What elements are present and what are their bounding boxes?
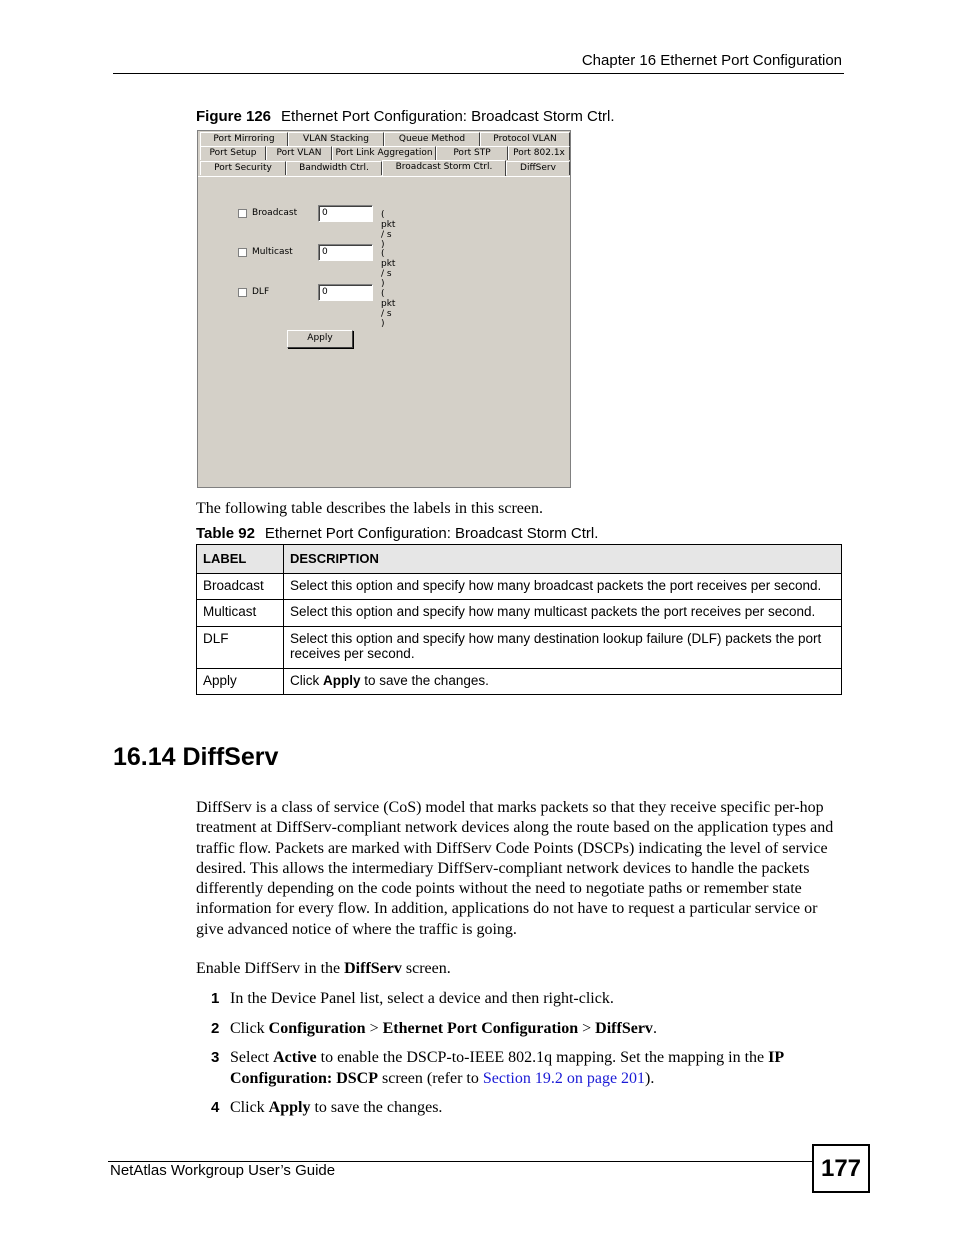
- step-text: Click Configuration > Ethernet Port Configuration > DiffServ.: [230, 1020, 657, 1037]
- multicast-rate-input[interactable]: 0: [318, 244, 373, 261]
- step-text: Select Active to enable the DSCP-to-IEEE 802.1q mapping. Set the mapping in the IP Configuration: DSCP screen (refer to Section 19.2 on page 201).: [230, 1049, 784, 1087]
- tab-port-setup[interactable]: Port Setup: [200, 146, 266, 160]
- step-number: 3: [211, 1049, 220, 1066]
- table-caption: [196, 525, 598, 542]
- figure-label: Figure 126: [196, 108, 272, 125]
- table-row: [197, 626, 842, 668]
- row-description: Select this option and specify how many destination lookup failure (DLF) packets the port receives per second.: [284, 626, 842, 668]
- dlf-label: DLF: [252, 287, 270, 297]
- desc-bold: Apply: [323, 672, 361, 688]
- multicast-checkbox[interactable]: [238, 248, 247, 257]
- running-header: Chapter 16 Ethernet Port Configuration: [581, 52, 842, 69]
- row-label: Broadcast: [197, 573, 284, 600]
- table-header-row: [197, 545, 842, 574]
- broadcast-checkbox[interactable]: [238, 209, 247, 218]
- header-label: LABEL: [197, 545, 284, 574]
- row-description: Select this option and specify how many multicast packets the port receives per second.: [284, 600, 842, 627]
- table-intro: The following table describes the labels in this screen.: [196, 500, 544, 517]
- section-link[interactable]: Section 19.2 on page 201: [482, 1069, 646, 1087]
- para-text: Enable DiffServ in the: [196, 960, 345, 977]
- apply-button[interactable]: Apply: [287, 330, 353, 348]
- table-row: [197, 668, 842, 695]
- step-number: 2: [211, 1020, 220, 1037]
- multicast-label: Multicast: [252, 247, 293, 257]
- broadcast-label: Broadcast: [252, 208, 298, 218]
- table-row: [197, 573, 842, 600]
- tab-port-security[interactable]: Port Security: [200, 161, 286, 175]
- step-text: Click Apply to save the changes.: [230, 1099, 443, 1116]
- header-description: DESCRIPTION: [284, 545, 842, 574]
- dlf-rate-input[interactable]: 0: [318, 284, 373, 301]
- tab-vlan-stacking[interactable]: VLAN Stacking: [288, 132, 384, 146]
- para-text: screen.: [401, 960, 451, 977]
- row-label: DLF: [197, 626, 284, 668]
- header-rule: [113, 73, 844, 74]
- dlf-checkbox[interactable]: [238, 288, 247, 297]
- multicast-unit: ( pkt / s ): [381, 249, 396, 289]
- desc-text: to save the changes.: [360, 672, 489, 688]
- tab-port-stp[interactable]: Port STP: [436, 146, 508, 160]
- section-title: 16.14 DiffServ: [113, 743, 279, 771]
- tab-diffserv[interactable]: DiffServ: [506, 161, 570, 175]
- table-row: [197, 600, 842, 627]
- page-number: 177: [812, 1144, 870, 1193]
- tab-port-vlan[interactable]: Port VLAN: [266, 146, 332, 160]
- tab-queue-method[interactable]: Queue Method: [384, 132, 480, 146]
- tab-port-link-aggregation[interactable]: Port Link Aggregation: [332, 146, 436, 160]
- broadcast-storm-window: [197, 130, 571, 488]
- table-title: Ethernet Port Configuration: Broadcast Storm Ctrl.: [264, 525, 599, 542]
- tab-port-mirroring[interactable]: Port Mirroring: [200, 132, 288, 146]
- row-label: Multicast: [197, 600, 284, 627]
- step-text: In the Device Panel list, select a device and then right-click.: [230, 990, 614, 1007]
- diffserv-paragraph: DiffServ is a class of service (CoS) model that marks packets so that they receive specific per-hop treatment at DiffServ-compliant network devices along the route based on the application types and traffic flow. Packets are marked with DiffServ Code Points (DSCPs) indicating the level of service desired. This allows the intermediary DiffServ-compliant network devices to handle the packets differently depending on the code points without the need to negotiate paths or remember state information for every flow. In addition, applications do not have to request a particular service or give advanced notice of where the traffic is going.: [196, 799, 834, 938]
- para-bold: DiffServ: [344, 960, 402, 977]
- tab-broadcast-storm-ctrl[interactable]: Broadcast Storm Ctrl.: [382, 160, 506, 177]
- footer-guide-title: NetAtlas Workgroup User’s Guide: [110, 1162, 336, 1179]
- figure-title: Ethernet Port Configuration: Broadcast Storm Ctrl.: [281, 108, 615, 125]
- row-label: Apply: [197, 668, 284, 695]
- tab-bandwidth-ctrl[interactable]: Bandwidth Ctrl.: [286, 161, 382, 175]
- table-label: Table 92: [196, 525, 255, 542]
- step-number: 1: [211, 990, 220, 1007]
- desc-text: Click: [290, 672, 323, 688]
- figure-caption: [196, 108, 615, 125]
- row-description: Select this option and specify how many broadcast packets the port receives per second.: [284, 573, 842, 600]
- row-description: [284, 668, 842, 695]
- tab-protocol-vlan[interactable]: Protocol VLAN: [480, 132, 570, 146]
- broadcast-rate-input[interactable]: 0: [318, 205, 373, 222]
- broadcast-unit: ( pkt / s ): [381, 210, 396, 250]
- dlf-unit: ( pkt / s ): [381, 289, 396, 329]
- step-number: 4: [211, 1099, 220, 1116]
- enable-paragraph: [196, 959, 451, 979]
- labels-table: [196, 544, 842, 695]
- tab-panel-edge: [198, 176, 570, 177]
- tab-port-8021x[interactable]: Port 802.1x: [508, 146, 570, 160]
